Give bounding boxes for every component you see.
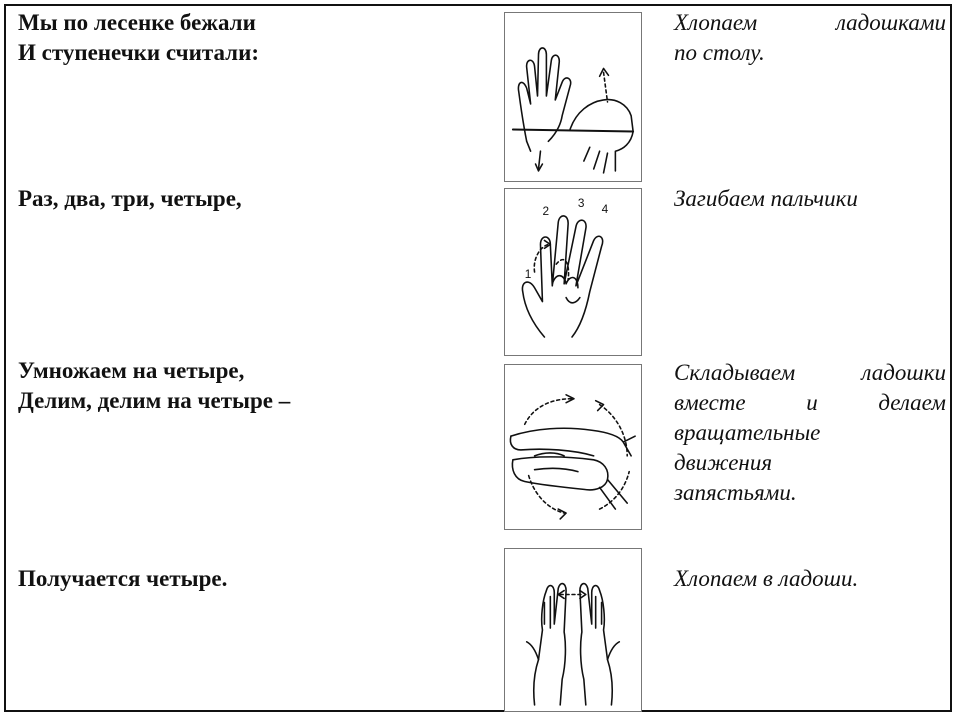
hands-clapping-table-icon [504, 12, 642, 182]
action-line [674, 8, 946, 38]
action-line: вместе и делаем [674, 390, 946, 415]
action-word: ладошками [835, 10, 946, 35]
palms-clapping-icon [504, 548, 642, 712]
action-line: запястьями. [674, 480, 797, 505]
action-word: Хлопаем [674, 10, 758, 35]
verse-line: И ступенечки считали: [18, 40, 259, 65]
action-text [674, 358, 946, 508]
action-text [674, 564, 946, 594]
verse-line: Получается четыре. [18, 566, 228, 591]
action-text [674, 184, 946, 214]
finger-number: 2 [542, 203, 550, 218]
action-line: движения [674, 450, 773, 475]
palms-rotating-icon [504, 364, 642, 530]
hand-bending-fingers-icon [504, 188, 642, 356]
finger-number: 4 [601, 201, 609, 216]
verse-line: Умножаем на четыре, [18, 358, 245, 383]
verse-text [18, 564, 488, 594]
verse-text [18, 356, 488, 416]
action-line: Складываем ладошки [674, 360, 946, 385]
verse-line: Мы по лесенке бежали [18, 10, 256, 35]
action-line: по столу. [674, 40, 765, 65]
action-line: Загибаем пальчики [674, 186, 858, 211]
verse-text [18, 8, 488, 68]
finger-number: 1 [524, 266, 532, 281]
verse-text [18, 184, 488, 214]
verse-line: Делим, делим на четыре – [18, 388, 291, 413]
action-text [674, 8, 946, 68]
finger-number: 3 [577, 195, 585, 210]
verse-line: Раз, два, три, четыре, [18, 186, 242, 211]
action-line: Хлопаем в ладоши. [674, 566, 859, 591]
action-line: вращательные [674, 420, 821, 445]
exercise-table [4, 4, 952, 712]
